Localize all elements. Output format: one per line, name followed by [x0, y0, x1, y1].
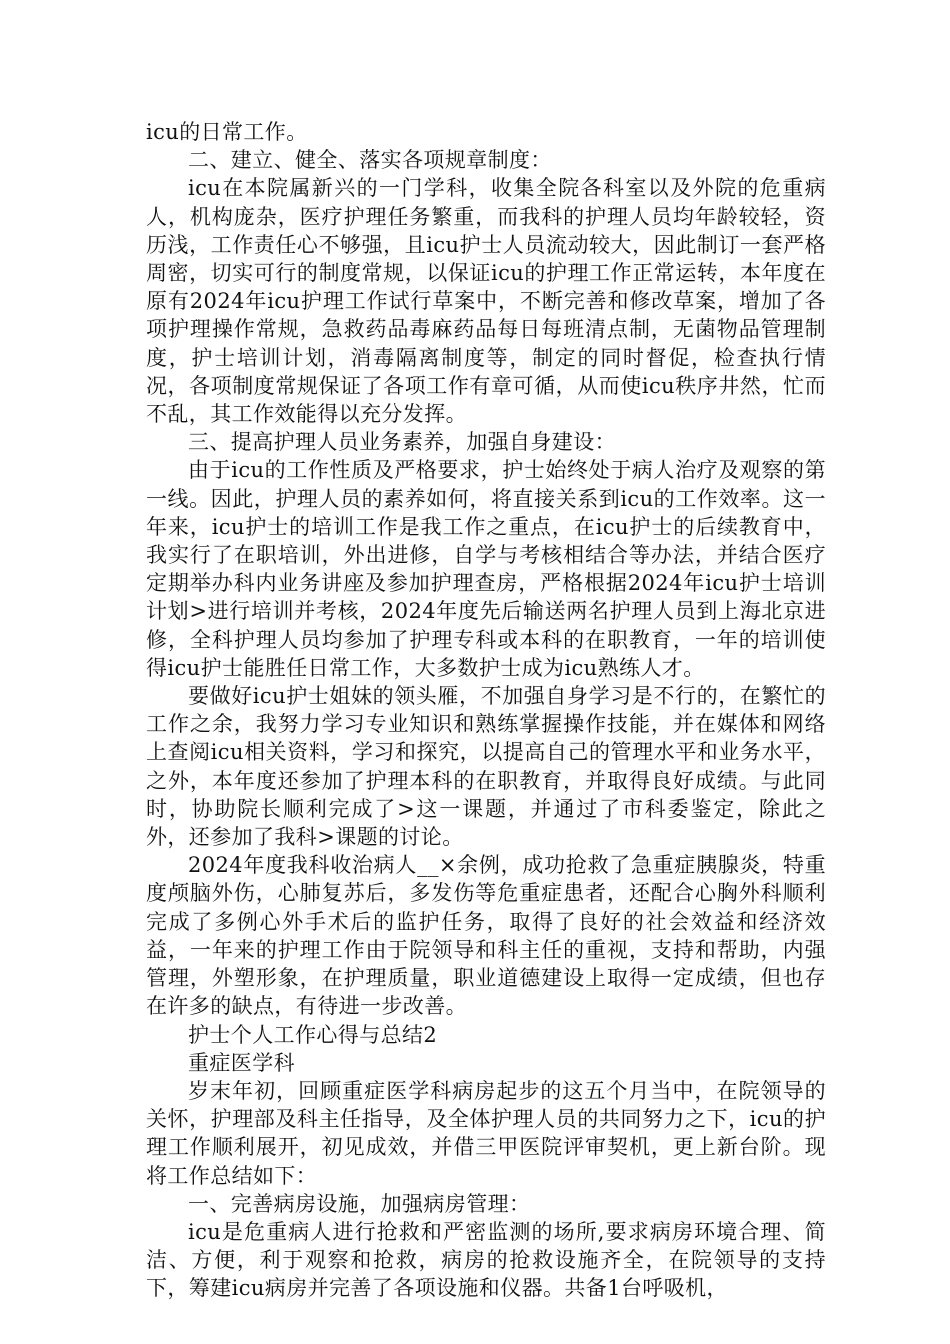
paragraph: 岁末年初，回顾重症医学科病房起步的这五个月当中，在院领导的关怀，护理部及科主任指导，及全体护理人员的共同努力之下，icu的护理工作顺利展开，初见成效，并借三甲医院评审契机，更上新台阶。现将工作总结如下： [146, 1078, 826, 1188]
department-name: 重症医学科 [188, 1050, 295, 1075]
paragraph: 要做好icu护士姐妹的领头雁，不加强自身学习是不行的，在繁忙的工作之余，我努力学习专业知识和熟练掌握操作技能，并在媒体和网络上查阅icu相关资料，学习和探究，以提高自己的管理水平和业务水平，之外，本年度还参加了护理本科的在职教育，并取得良好成绩。与此同时，协助院长顺利完成了>这一课题，并通过了市科委鉴定，除此之外，还参加了我科>课题的讨论。 [146, 684, 826, 850]
paragraph: 由于icu的工作性质及严格要求，护士始终处于病人治疗及观察的第一线。因此，护理人员的素养如何，将直接关系到icu的工作效率。这一年来，icu护士的培训工作是我工作之重点，在icu护士的后续教育中，我实行了在职培训，外出进修，自学与考核相结合等办法，并结合医疗定期举办科内业务讲座及参加护理查房，严格根据2024年icu护士培训计划>进行培训并考核，2024年度先后输送两名护理人员到上海北京进修，全科护理人员均参加了护理专科或本科的在职教育，一年的培训使得icu护士能胜任日常工作，大多数护士成为icu熟练人才。 [146, 458, 826, 680]
section-heading: 二、建立、健全、落实各项规章制度： [188, 148, 552, 173]
paragraph: 2024年度我科收治病人__×余例，成功抢救了急重症胰腺炎，特重度颅脑外伤，心肺复苏后，多发伤等危重症患者，还配合心胸外科顺利完成了多例心外手术后的监护任务，取得了良好的社会效益和经济效益，一年来的护理工作由于院领导和科主任的重视，支持和帮助，内强管理，外塑形象，在护理质量，职业道德建设上取得一定成绩，但也存在许多的缺点，有待进一步改善。 [146, 853, 826, 1019]
section-heading: 三、提高护理人员业务素养，加强自身建设： [188, 430, 616, 455]
paragraph: icu在本院属新兴的一门学科，收集全院各科室以及外院的危重病人，机构庞杂，医疗护理任务繁重，而我科的护理人员均年龄较轻，资历浅，工作责任心不够强，且icu护士人员流动较大，因此制订一套严格周密，切实可行的制度常规，以保证icu的护理工作正常运转，本年度在原有2024年icu护理工作试行草案中，不断完善和修改草案，增加了各项护理操作常规，急救药品毒麻药品每日每班清点制，无菌物品管理制度，护士培训计划，消毒隔离制度等，制定的同时督促，检查执行情况，各项制度常规保证了各项工作有章可循，从而使icu秩序井然，忙而不乱，其工作效能得以充分发挥。 [146, 176, 826, 427]
document-title: 护士个人工作心得与总结2 [188, 1022, 438, 1047]
paragraph: icu是危重病人进行抢救和严密监测的场所,要求病房环境合理、简洁、方便，利于观察和抢救，病房的抢救设施齐全，在院领导的支持下，筹建icu病房并完善了各项设施和仪器。共备1台呼吸机， [146, 1219, 826, 1301]
document-body [146, 118, 826, 1303]
paragraph: icu的日常工作。 [146, 120, 308, 144]
section-heading: 一、完善病房设施，加强病房管理： [188, 1191, 531, 1216]
